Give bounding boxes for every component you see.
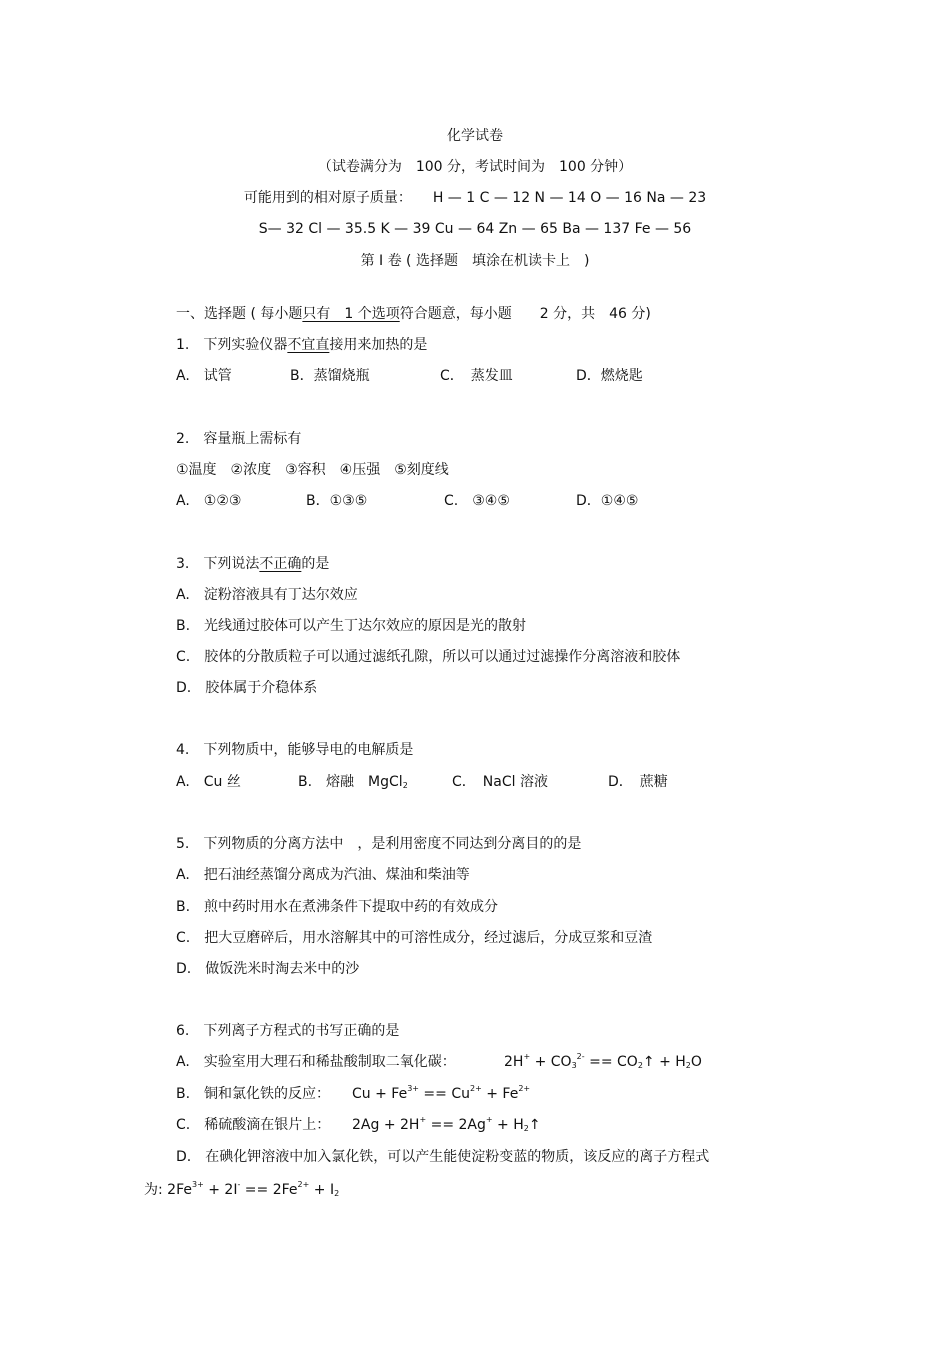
q6-option-c[interactable]: C. 稀硫酸滴在银片上： (176, 1117, 331, 1133)
eq-d-t2: + 2I (203, 1182, 238, 1198)
page-title: 化学试卷 (447, 128, 503, 144)
eq-a-t2: + CO (530, 1054, 572, 1070)
eq-b-t1: Cu + Fe (352, 1086, 408, 1102)
q2-option-c[interactable]: C. ③④⑤ (444, 493, 510, 509)
q6-option-d[interactable]: D. 在碘化钾溶液中加入氯化铁，可以产生能使淀粉变蓝的物质，该反应的离子方程式 (176, 1149, 710, 1165)
q6-option-a-equation (504, 1052, 702, 1072)
question-1-stem (176, 335, 427, 355)
q1-stem-part2: 接用来加热的是 (329, 337, 428, 353)
eq-d-t4: + I (309, 1182, 335, 1198)
q1-option-a[interactable]: A. 试管 (176, 368, 232, 384)
section-heading (176, 304, 651, 324)
eq-a-t4: ↑ + H (642, 1054, 686, 1070)
q1-option-b[interactable]: B．蒸馏烧瓶 (290, 368, 370, 384)
eq-a-s2: 2- (576, 1052, 585, 1061)
eq-d-lead: 为: 2Fe (144, 1182, 192, 1198)
eq-c-t2: == 2Ag (426, 1117, 486, 1133)
question-3-stem (176, 554, 329, 574)
eq-a-s1: + (523, 1052, 531, 1061)
atomic-mass-line-2: S— 32 Cl — 35.5 K — 39 Cu — 64 Zn — 65 Ba — 137 Fe — 56 (258, 221, 692, 237)
q3-stem-part2: 的是 (301, 556, 330, 572)
eq-c-s1: + (419, 1115, 427, 1124)
q6-option-b[interactable]: B. 铜和氯化铁的反应： (176, 1086, 331, 1102)
q1-stem-underlined: 不宜直 (287, 337, 330, 353)
question-2-stem: 2. 容量瓶上需标有 (176, 431, 302, 447)
eq-d-b1: 2 (334, 1189, 340, 1198)
eq-b-t3: + Fe (481, 1086, 519, 1102)
eq-a-t1: 2H (504, 1054, 524, 1070)
q1-stem-part1: 1. 下列实验仪器 (176, 337, 288, 353)
exam-info: （试卷满分为 100 分，考试时间为 100 分钟） (317, 159, 633, 175)
q2-items: ①温度 ②浓度 ③容积 ④压强 ⑤刻度线 (176, 462, 449, 478)
q4-option-d[interactable]: D． 蔗糖 (608, 774, 668, 790)
eq-a-t5: O (690, 1054, 702, 1070)
question-4-stem: 4. 下列物质中，能够导电的电解质是 (176, 742, 414, 758)
eq-d-t3: == 2Fe (240, 1182, 298, 1198)
q3-option-c[interactable]: C. 胶体的分散质粒子可以通过滤纸孔隙，所以可以通过过滤操作分离溶液和胶体 (176, 649, 681, 665)
q4-option-b[interactable] (298, 772, 408, 792)
q4-option-b-subscript: 2 (402, 781, 408, 790)
q3-stem-underlined: 不正确 (259, 556, 302, 572)
eq-a-t3: == CO (584, 1054, 638, 1070)
section-heading-part1: 一、选择题 ( 每小题 (176, 306, 303, 322)
eq-d-s2: - (237, 1180, 241, 1189)
q5-option-c[interactable]: C. 把大豆磨碎后，用水溶解其中的可溶性成分，经过滤后，分成豆浆和豆渣 (176, 930, 653, 946)
q6-option-b-equation (352, 1084, 530, 1104)
section-heading-part2: 符合题意，每小题 2 分，共 46 分) (399, 306, 651, 322)
q2-option-d[interactable]: D．①④⑤ (576, 493, 639, 509)
q1-option-d[interactable]: D．燃烧匙 (576, 368, 643, 384)
question-5-stem: 5. 下列物质的分离方法中 ，是利用密度不同达到分离目的的是 (176, 836, 582, 852)
q5-option-b[interactable]: B. 煎中药时用水在煮沸条件下提取中药的有效成分 (176, 899, 499, 915)
eq-c-s2: + (485, 1115, 493, 1124)
q1-option-c[interactable]: C． 蒸发皿 (440, 368, 513, 384)
q6-option-a[interactable]: A. 实验室用大理石和稀盐酸制取二氧化碳： (176, 1054, 456, 1070)
q2-option-a[interactable]: A. ①②③ (176, 493, 242, 509)
q3-stem-part1: 3. 下列说法 (176, 556, 260, 572)
eq-c-t4: ↑ (528, 1117, 541, 1133)
q6-option-c-equation (352, 1115, 541, 1135)
q6-option-d-equation (144, 1180, 339, 1200)
q4-option-a[interactable]: A. Cu 丝 (176, 774, 241, 790)
eq-c-t3: + H (492, 1117, 524, 1133)
q5-option-d[interactable]: D. 做饭洗米时淘去米中的沙 (176, 961, 360, 977)
eq-b-s3: 2+ (518, 1084, 531, 1093)
q4-option-b-text: B. 熔融 MgCl (298, 774, 403, 790)
volume-heading: 第 I 卷 ( 选择题 填涂在机读卡上 ) (360, 253, 590, 269)
question-6-stem: 6. 下列离子方程式的书写正确的是 (176, 1023, 400, 1039)
q5-option-a[interactable]: A. 把石油经蒸馏分离成为汽油、煤油和柴油等 (176, 867, 470, 883)
eq-a-b1: 3 (571, 1061, 577, 1070)
eq-d-s1: 3+ (191, 1180, 204, 1189)
eq-c-t1: 2Ag + 2H (352, 1117, 420, 1133)
atomic-mass-line-1: 可能用到的相对原子质量： H — 1 C — 12 N — 14 O — 16 Na — 23 (243, 190, 707, 206)
q3-option-b[interactable]: B. 光线通过胶体可以产生丁达尔效应的原因是光的散射 (176, 618, 527, 634)
eq-a-b3: 2 (685, 1061, 691, 1070)
q2-option-b[interactable]: B．①③⑤ (306, 493, 368, 509)
eq-b-s1: 3+ (407, 1084, 419, 1093)
eq-b-t2: == Cu (418, 1086, 470, 1102)
eq-b-s2: 2+ (470, 1084, 482, 1093)
q3-option-a[interactable]: A. 淀粉溶液具有丁达尔效应 (176, 587, 358, 603)
eq-c-b1: 2 (523, 1124, 529, 1133)
q4-option-c[interactable]: C． NaCl 溶液 (452, 774, 548, 790)
eq-d-s3: 2+ (297, 1180, 310, 1189)
q3-option-d[interactable]: D. 胶体属于介稳体系 (176, 680, 318, 696)
eq-a-b2: 2 (637, 1061, 643, 1070)
section-heading-underlined: 只有 1 个选项 (302, 306, 400, 322)
